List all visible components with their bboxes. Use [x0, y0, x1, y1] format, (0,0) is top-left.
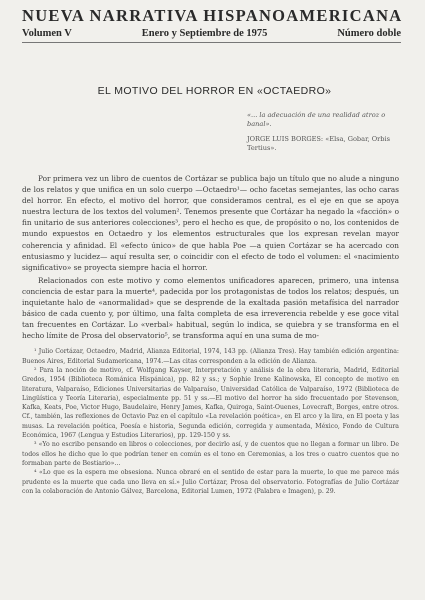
- footnotes: [22, 347, 407, 496]
- volume-label: Volumen V: [22, 28, 72, 39]
- body-paragraph: Por primera vez un libro de cuentos de Cortázar se publica bajo un título que no alude a ninguno de los relatos y que unifica en un solo cuerpo —Octaedro¹— ocho facetas semejantes, las ocho caras del horror. En efecto, el motivo del horror, que consideramos central, es el eje en que se apoya nuestra lectura de los textos del volumen². Tenemos presente que Cortázar ha negado la «facción» o fin unitario de sus anteriores colecciones³, pero el hecho es que, de propósito o no, los contenidos de mundo expuestos en Octaedro y los elementos estructurales que los expresan revelan mayor coherencia y afinidad. El «efecto único» de que habla Poe —a quien Cortázar se ha acercado con entusiasmo y lucidez— aquí resulta ser, o coincidir con el efecto de todo el volumen: el «nacimiento significativo» se proyecta siempre hacia el horror.: [22, 174, 399, 272]
- article-title: EL MOTIVO DEL HORROR EN «OCTAEDRO»: [97, 85, 332, 97]
- footnote: ⁴ «Lo que es la espera me obsesiona. Nunca obraré en el sentido de estar para la muerte, lo que me parece más prudente es la muerte que cada uno lleva en sí.» Julio Cortázar, Prosa del observatorio. Fotografías de Julio Cortázar con la colaboración de Antonio Gálvez, Barcelona, Editorial Lumen, 1972 (Palabra e Imagen), p. 29.: [22, 469, 399, 495]
- issue-line: [22, 27, 407, 40]
- epigraph-source: JORGE LUIS BORGES: «Elsa, Gobar, Orbis Tertius».: [247, 135, 390, 152]
- epigraph-quote: «... la adecuación de una realidad atroz o banal».: [247, 111, 386, 128]
- journal-page: [22, 6, 407, 596]
- footnote: ¹ Julio Cortázar, Octaedro, Madrid, Alianza Editorial, 1974, 143 pp. (Alianza Tres). Hay también edición argentina: Buenos Aires, Editorial Sudamericana, 1974.—Las citas corresponden a la edición de Alianza.: [22, 348, 399, 365]
- footnote: ³ «Yo no escribo pensando en libros o colecciones, por decirlo así, y de cuentos que no llegan a formar un libro. De todos ellos he dicho que lo que podrían tener en común es el tono en Ceremonias, a los tres o cuatro cuentos que no formaban parte de Bestiario»...: [22, 441, 399, 467]
- journal-title: NUEVA NARRATIVA HISPANOAMERICANA: [22, 6, 403, 25]
- article-body: [22, 173, 407, 341]
- issue-date: Enero y Septiembre de 1975: [141, 28, 268, 39]
- header-rule: [22, 42, 401, 43]
- issue-type: Número doble: [337, 28, 401, 39]
- body-paragraph: Relacionados con este motivo y como elementos unificadores aparecen, primero, una intensa conciencia de estar para la muerte⁴, padecida por los protagonistas de todos los relatos; después, un inquietante halo de «anormalidad» que se desprende de la exaltada pasión metafísica del narrador básico de cada cuento y, por último, una falta completa de esa irreverencia rebelde y ese goce vital tan frecuentes en Cortázar. Lo «verbal» habitual, según lo indica, se quiebra y se transforma en el hecho límite de Prosa del observatorio⁵, se transforma aquí en una suma de mo-: [22, 275, 399, 341]
- footnote: ² Para la noción de motivo, cf. Wolfgang Kayser, Interpretación y análisis de la obra literaria, Madrid, Editorial Gredos, 1954 (Biblioteca Románica Hispánica), pp. 82 y ss.; y Sophie Irene Kalinowska, El concepto de motivo en literatura, Valparaíso, Ediciones Universitarias de Valparaíso, Universidad Católica de Valparaíso, 1972 (Biblioteca de Lingüística y Teoría Literaria), especialmente pp. 51 y ss.—El motivo del horror ha sido frecuentado por Stevenson, Kafka, Keats, Poe, Victor Hugo, Baudelaire, Henry James, Kafka, Quiroga, Saint-Ouenes, Lovecraft, Borges, entre otros. Cf., también, las reflexiones de Octavio Paz en el capítulo «La revelación poética», en El arco y la lira, en El poeta y las musas. La revelación poética, Poesía e historia, Segunda edición, corregida y aumentada, México, Fondo de Cultura Económica, 1967 (Lengua y Estudios Literarios), pp. 129-150 y ss.: [22, 367, 399, 440]
